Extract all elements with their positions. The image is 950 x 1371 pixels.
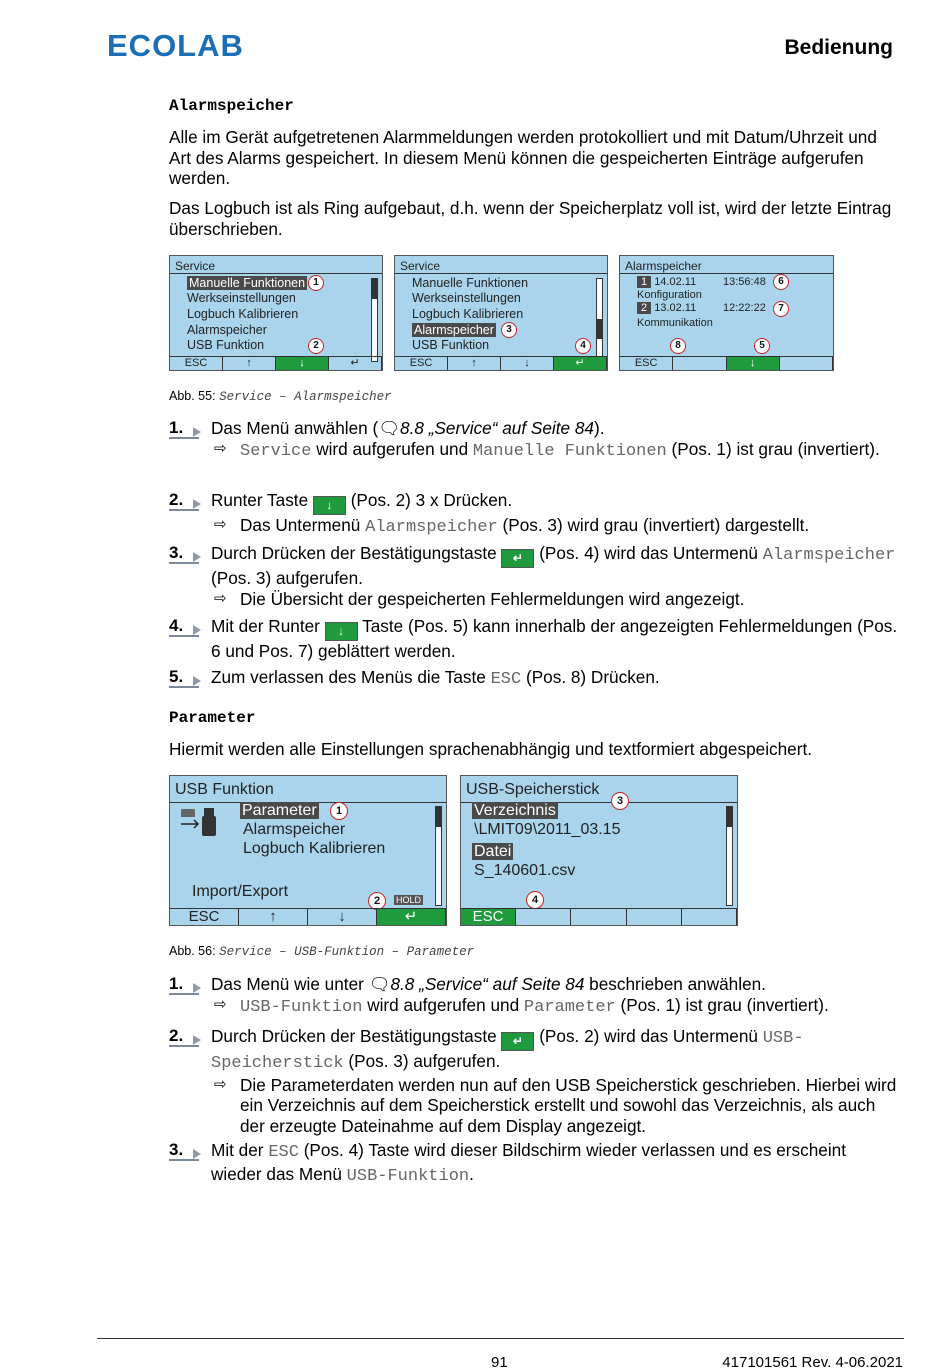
lcd-usb-speicherstick-screen [460, 775, 738, 926]
entry-date: 14.02.11 [654, 276, 697, 288]
down-softkey: ↓ [501, 357, 554, 370]
alarm-paragraph-2: Das Logbuch ist als Ring aufgebaut, d.h. wenn der Speicherplatz voll ist, wird der letzte Eintrag überschrieben. [169, 198, 892, 239]
directory-value: \LMIT09\2011_03.15 [474, 821, 621, 838]
screen-title: USB-Speicherstick [466, 781, 600, 798]
ecolab-logo [107, 28, 257, 67]
alarm-heading: Alarmspeicher [169, 97, 294, 115]
link-icon: 🗨 [368, 974, 391, 994]
down-softkey: ↓ [308, 909, 377, 925]
enter-softkey: ↵ [377, 909, 446, 925]
entry-index: 2 [637, 302, 651, 314]
page-number: 91 [491, 1354, 508, 1371]
enter-softkey: ↵ [554, 357, 607, 370]
alarm-paragraph-1: Alle im Gerät aufgetretenen Alarmmeldungen werden protokolliert und mit Datum/Uhrzeit und Art des Alarms gespeichert. In diesem Menü können die gespeicherten Einträge aufgerufen werden. [169, 127, 877, 188]
result-arrow-icon: ⇨ [214, 1075, 227, 1093]
result-arrow-icon: ⇨ [214, 995, 227, 1013]
pos-badge: 2 [368, 892, 386, 910]
enter-softkey: ↵ [329, 357, 382, 370]
pos-badge: 8 [670, 338, 686, 354]
entry-type: Konfiguration [637, 289, 702, 301]
blank-softkey [516, 909, 571, 925]
blank-softkey [780, 357, 833, 370]
svg-text:ECOLAB: ECOLAB [107, 28, 244, 62]
menu-item: USB Funktion [187, 338, 265, 352]
pos-badge: 3 [611, 792, 629, 810]
lcd-alarmspeicher-screen [619, 255, 834, 371]
enter-key-icon: ↵ [501, 1032, 534, 1051]
file-label: Datei [474, 843, 512, 860]
document-revision: 417101561 Rev. 4-06.2021 [722, 1354, 903, 1371]
lcd-service-screen-1 [169, 255, 383, 371]
enter-key-icon: ↵ [501, 549, 534, 568]
menu-item: Logbuch Kalibrieren [187, 307, 299, 321]
menu-item: Werkseinstellungen [412, 291, 521, 305]
blank-softkey [571, 909, 626, 925]
down-softkey: ↓ [727, 357, 780, 370]
pos-badge: 1 [308, 275, 324, 291]
hold-indicator: HOLD [396, 895, 422, 905]
blank-softkey [627, 909, 682, 925]
scrollbar [726, 806, 733, 906]
esc-softkey: ESC [170, 357, 223, 370]
figure-caption-56: Abb. 56: Service – USB-Funktion – Parameter [169, 944, 475, 959]
pos-badge: 4 [575, 338, 591, 354]
usb-icon [180, 806, 220, 847]
link-icon: 🗨 [378, 418, 401, 438]
import-export-label: Import/Export [192, 883, 289, 900]
cross-reference-link[interactable]: 8.8 „Service“ auf Seite 84 [390, 974, 585, 994]
screen-title: USB Funktion [175, 781, 274, 798]
menu-item: Logbuch Kalibrieren [243, 840, 386, 857]
menu-item-selected: Parameter [242, 802, 317, 819]
screen-title: Service [175, 259, 216, 273]
blank-softkey [682, 909, 737, 925]
figure-caption-55: Abb. 55: Service – Alarmspeicher [169, 389, 392, 404]
pos-badge: 3 [501, 322, 517, 338]
footer-divider [97, 1338, 904, 1339]
menu-item: Werkseinstellungen [187, 291, 296, 305]
pos-badge: 2 [308, 338, 324, 354]
down-softkey: ↓ [276, 357, 329, 370]
esc-softkey: ESC [395, 357, 448, 370]
lcd-service-screen-2 [394, 255, 608, 371]
menu-item-selected: Manuelle Funktionen [189, 276, 306, 290]
cross-reference-link[interactable]: 8.8 „Service“ auf Seite 84 [400, 418, 594, 438]
pos-badge: 7 [773, 301, 789, 317]
menu-item: Manuelle Funktionen [412, 276, 529, 290]
up-softkey: ↑ [448, 357, 501, 370]
menu-item-selected: Alarmspeicher [414, 323, 494, 337]
up-softkey: ↑ [223, 357, 276, 370]
parameter-heading: Parameter [169, 709, 256, 727]
file-value: S_140601.csv [474, 862, 576, 879]
menu-item: Alarmspeicher [243, 821, 346, 838]
scrollbar [596, 278, 603, 362]
entry-date: 13.02.11 [654, 302, 697, 314]
result-arrow-icon: ⇨ [214, 589, 227, 607]
esc-softkey: ESC [461, 909, 516, 925]
entry-time: 13:56:48 [723, 276, 766, 288]
down-key-icon: ↓ [313, 496, 346, 515]
screen-title: Service [400, 259, 441, 273]
pos-badge: 5 [754, 338, 770, 354]
scrollbar [435, 806, 442, 906]
menu-item: USB Funktion [412, 338, 490, 352]
lcd-usb-funktion-screen [169, 775, 447, 926]
esc-softkey: ESC [170, 909, 239, 925]
down-key-icon: ↓ [325, 622, 358, 641]
parameter-paragraph: Hiermit werden alle Einstellungen sprachenabhängig und textformiert abgespeichert. [169, 739, 812, 759]
entry-time: 12:22:22 [723, 302, 766, 314]
result-arrow-icon: ⇨ [214, 439, 227, 457]
entry-index: 1 [637, 276, 651, 288]
section-title: Bedienung [784, 36, 893, 59]
scrollbar [371, 278, 378, 362]
screen-title: Alarmspeicher [625, 259, 702, 273]
directory-label: Verzeichnis [474, 802, 556, 819]
pos-badge: 6 [773, 274, 789, 290]
esc-softkey: ESC [620, 357, 673, 370]
pos-badge: 4 [526, 891, 544, 909]
result-arrow-icon: ⇨ [214, 516, 227, 533]
blank-softkey [673, 357, 726, 370]
menu-item: Logbuch Kalibrieren [412, 307, 524, 321]
menu-item: Alarmspeicher [187, 323, 267, 337]
entry-type: Kommunikation [637, 317, 713, 329]
up-softkey: ↑ [239, 909, 308, 925]
pos-badge: 1 [330, 802, 348, 820]
